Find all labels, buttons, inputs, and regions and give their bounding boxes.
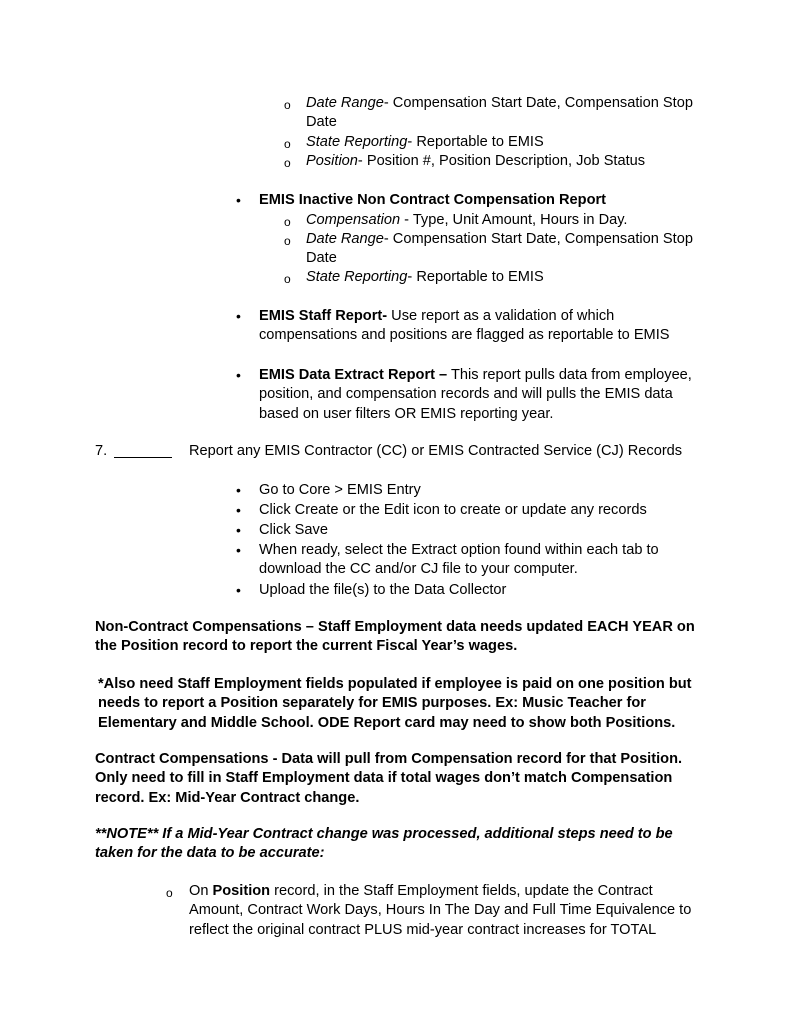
sub-bullet-marker: o (284, 215, 291, 229)
step-7-bullet: Click Create or the Edit icon to create or update any records (259, 502, 647, 518)
sub-item-date-range (306, 94, 726, 133)
sub-bullet-marker: o (284, 156, 291, 170)
sub-item-label: Compensation (306, 212, 401, 228)
contract-paragraph: Contract Compensations - Data will pull from Compensation record for that Position. Only need to fill in Staff Employment data if total wages don’t match Compensation record. Ex: Mid-Year Contract change. (95, 751, 683, 806)
step-7-bullet: Upload the file(s) to the Data Collector (259, 582, 507, 598)
bullet-marker: • (236, 192, 241, 208)
bullet-marker: • (236, 582, 241, 598)
sub-item-state-reporting (306, 268, 726, 287)
staff-report-title: EMIS Staff Report- (259, 308, 388, 324)
note-paragraph: **NOTE** If a Mid-Year Contract change was processed, additional steps need to be taken for the data to be accurate: (95, 826, 673, 862)
staff-report-text: Use report as a validation of which compensations and positions are flagged as reportable to EMIS (259, 308, 670, 344)
step-number: 7. (95, 443, 108, 459)
checkbox-blank-line (114, 457, 172, 458)
final-item-bold: Position (212, 883, 271, 899)
sub-item-text: - Reportable to EMIS (407, 134, 544, 150)
step-7-text: Report any EMIS Contractor (CC) or EMIS Contracted Service (CJ) Records (189, 443, 683, 459)
sub-item-text: - Position #, Position Description, Job Status (357, 153, 646, 169)
bullet-marker: • (236, 542, 241, 558)
final-item (189, 882, 709, 940)
sub-bullet-marker: o (284, 137, 291, 151)
sub-item-label: Date Range (306, 95, 384, 111)
step-7-bullet: When ready, select the Extract option found within each tab to download the CC and/or CJ file to your computer. (259, 542, 659, 578)
sub-item-text: - Type, Unit Amount, Hours in Day. (400, 212, 628, 228)
staff-report-item (259, 307, 709, 346)
bullet-marker: • (236, 502, 241, 518)
bullet-marker: • (236, 308, 241, 324)
step-7-bullet: Go to Core > EMIS Entry (259, 482, 421, 498)
bullet-marker: • (236, 482, 241, 498)
extract-report-item (259, 366, 711, 424)
non-contract-paragraph: Non-Contract Compensations – Staff Employment data needs updated EACH YEAR on the Position record to report the current Fiscal Year’s wages. (95, 619, 695, 655)
sub-bullet-marker: o (284, 98, 291, 112)
bullet-marker: • (236, 522, 241, 538)
sub-item-label: State Reporting (306, 134, 408, 150)
sub-item-label: State Reporting (306, 269, 408, 285)
sub-bullet-marker: o (166, 886, 173, 900)
sub-bullet-marker: o (284, 234, 291, 248)
extract-report-text: This report pulls data from employee, position, and compensation records and will pulls the EMIS data based on user filters OR EMIS reporting year. (259, 367, 692, 422)
final-item-prefix: On (189, 883, 213, 899)
sub-item-text: - Compensation Start Date, Compensation Stop Date (306, 231, 693, 267)
sub-item-position (306, 152, 726, 171)
sub-item-compensation (306, 211, 726, 230)
step-7-bullet: Click Save (259, 522, 328, 538)
inactive-report-title: EMIS Inactive Non Contract Compensation Report (259, 192, 607, 208)
sub-item-date-range (306, 230, 726, 269)
sub-item-text: - Reportable to EMIS (407, 269, 544, 285)
bullet-marker: • (236, 367, 241, 383)
sub-bullet-marker: o (284, 272, 291, 286)
sub-item-label: Date Range (306, 231, 384, 247)
sub-item-label: Position (306, 153, 358, 169)
sub-item-text: - Compensation Start Date, Compensation Stop Date (306, 95, 693, 131)
sub-item-state-reporting (306, 133, 726, 152)
also-need-paragraph: *Also need Staff Employment fields populated if employee is paid on one position but needs to report a Position separately for EMIS purposes. Ex: Music Teacher for Elementary and Middle School. ODE Report card may need to show both Positions. (98, 676, 692, 731)
final-item-text: record, in the Staff Employment fields, update the Contract Amount, Contract Work Days, Hours In The Day and Full Time Equivalence to reflect the original contract PLUS mid-year contract increases for TOTAL (189, 883, 692, 938)
extract-report-title: EMIS Data Extract Report – (259, 367, 448, 383)
